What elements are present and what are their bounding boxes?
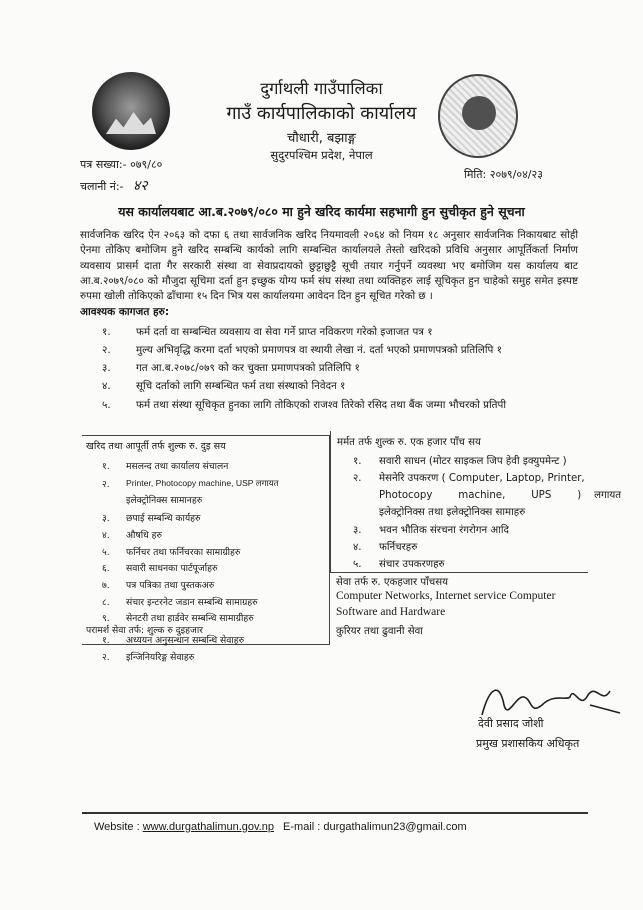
service-line: Software and Hardware (336, 606, 446, 618)
date (464, 167, 543, 182)
dispatch-value: ४२ (133, 178, 148, 194)
signatory-name: देवी प्रसाद जोशी (478, 717, 544, 730)
consult-heading: परामर्श सेवा तर्फ: शुल्क रु दुइहजार (86, 625, 203, 636)
notice-body: सार्वजनिक खरिद ऐन २०६३ को दफा ६ तथा सार्वजनिक खरिद नियमावली २०६४ को नियम १८ अनुसार सार्वजनिक निकायबाट सोही ऐनमा तोकिए बमोजिम हुने खरिद सम्बन्धि कार्यको लागि सम्बन्धित कार्यालयले तेस्तो खरिदको प्रविधि अनुसार आपूर्तिकर्ता निर्माण व्यवसाय प्रासर्म दाता गैर सरकारी संस्था वा सेवाप्रदायको छुट्टाछुट्टै सूची तयार गर्नुपर्ने व्यवस्था भए बमोजिम यस कार्यालय बाट आ.ब.२०७९/०८० को मौजुदा सूचिमा दर्ता हुन इच्छुक योग्य फर्म संघ संस्था तथा व्यक्तिहरु लाई सूचिकृत हुन चाहेको समुह समेत इस्पष्ट रुपमा खोली तोकिएको ढाँचामा १५ दिन भित्र यस कार्यालयमा आवेदन दिन हुन सूचित गरेको छ । (80, 229, 578, 303)
maintenance-item: मेसनेरि उपकरण ( Computer, Laptop, Printer, (379, 473, 585, 484)
ref-value: ०७९/८० (130, 158, 163, 171)
purchase-item: औषधि हरु (126, 530, 163, 541)
maintenance-item-cont: इलेक्ट्रोनिक्स तथा इलेक्ट्रोनिक्स सामाहरु (379, 507, 526, 518)
consult-item: अध्ययन अनुसन्धान सम्बन्धि सेवाहरु (126, 635, 245, 646)
header-municipality: दुर्गाथली गाउँपालिका (260, 79, 383, 98)
purchase-item: सेनटरी तथा हार्डवेर सम्बन्धि सामाग्रीहरु (126, 613, 254, 624)
purchase-item: सवारी साधनका पार्टपूर्जाहरु (126, 563, 218, 574)
website-link[interactable]: www.durgathalimun.gov.np (142, 821, 274, 833)
purchase-item: पत्र पत्रिका तथा पुस्तकअरु (126, 580, 215, 591)
date-value: २०७९/०४/२३ (489, 168, 543, 181)
purchase-item: फर्निचर तथा फर्निचरका सामाग्रीहरु (126, 547, 241, 558)
email-address[interactable]: durgathalimun23@gmail.com (323, 821, 467, 833)
footer-divider (82, 812, 588, 814)
ref-number (80, 157, 162, 172)
purchase-item: संचार इन्टरनेट जडान सम्बन्धि सामाग्रहरु (126, 597, 258, 608)
consult-item: इन्जिनियरिङ्ग सेवाहरु (126, 652, 195, 663)
header-place: चौधारी, बझाङ्ग (287, 131, 356, 146)
purchase-item-cont: इलेक्ट्रोनिक्स सामानहरु (126, 495, 203, 506)
signatory-title: प्रमुख प्रशासकिय अधिकृत (476, 737, 580, 750)
footer-contact (94, 821, 467, 833)
maintenance-category-box: मर्मत तर्फ शुल्क रु. एक हजार पाँच सय १. सवारी साधन (मोटर साइकल जिप हेवी इक्युपमेन्ट ) २. मेसनेरि उपकरण ( Computer, Laptop, Printer, Photocopy machine, UPS ) लगायत इलेक्ट्रोनिक्स तथा इलेक्ट्रोनिक्स सामाहरु ३. भवन भौतिक संरचना रंगरोगन आदि ४. फर्निचरहरु ५. संचार उपकरणहरु (330, 431, 588, 573)
maintenance-heading: मर्मत तर्फ शुल्क रु. एक हजार पाँच सय (337, 437, 481, 448)
dispatch-label: चलानी नं:- (80, 180, 124, 193)
ref-label: पत्र सख्या:- (80, 158, 127, 171)
website-label: Website : (94, 821, 140, 833)
date-label: मिति: (464, 168, 487, 181)
email-label: E-mail : (283, 821, 321, 833)
maintenance-item: सवारी साधन (मोटर साइकल जिप हेवी इक्युपमेन्ट ) (379, 456, 567, 467)
purchase-category-box: खरिद तथा आपूर्ती तर्फ शुल्क रु. दुइ सय १. मसलन्द तथा कार्यालय संचालन २. Printer, Photocopy machine, USP लगायत इलेक्ट्रोनिक्स सामानहरु ३. छपाई सम्बन्धि कार्यहरु ४. औषधि हरु ५. फर्निचर तथा फर्निचरका सामाग्रीहरु ६. सवारी साधनका पार्टपूर्जाहरु ७. पत्र पत्रिका तथा पुस्तकअरु ८. संचार इन्टरनेट जडान सम्बन्धि सामाग्रहरु ९. सेनटरी तथा हार्डवेर सम्बन्धि सामाग्रीहरु परामर्श सेवा तर्फ: शुल्क रु दुइहजार (82, 435, 330, 645)
service-line: Computer Networks, Internet service Computer (336, 590, 556, 602)
documents-title: आवश्यक कागजत हरु: (80, 306, 170, 318)
dispatch-number (80, 176, 148, 195)
maintenance-item: संचार उपकरणहरु (379, 559, 445, 570)
header-province: सुदुरपश्चिम प्रदेश, नेपाल (270, 148, 373, 162)
service-line: कुरियर तथा ढुवानी सेवा (336, 626, 423, 637)
maintenance-item-cont: Photocopy machine, UPS ) लगायत (379, 490, 622, 501)
maintenance-item: फर्निचरहरु (379, 542, 418, 553)
maintenance-item: भवन भौतिक संरचना रंगरोगन आदि (379, 525, 509, 536)
purchase-item: छपाई सम्बन्धि कार्यहरु (126, 513, 201, 524)
purchase-item: Printer, Photocopy machine, USP लगायत (126, 478, 279, 488)
notice-subject: यस कार्यालयबाट आ.ब.२०७९/०८० मा हुने खरिद कार्यमा सहभागी हुन सुचीकृत हुने सूचना (118, 204, 525, 219)
service-heading: सेवा तर्फ रु. एकहजार पाँचसय (336, 577, 449, 588)
purchase-item: मसलन्द तथा कार्यालय संचालन (126, 461, 229, 472)
header-office: गाउँ कार्यपालिकाको कार्यालय (226, 103, 417, 124)
purchase-heading: खरिद तथा आपूर्ती तर्फ शुल्क रु. दुइ सय (86, 441, 226, 452)
